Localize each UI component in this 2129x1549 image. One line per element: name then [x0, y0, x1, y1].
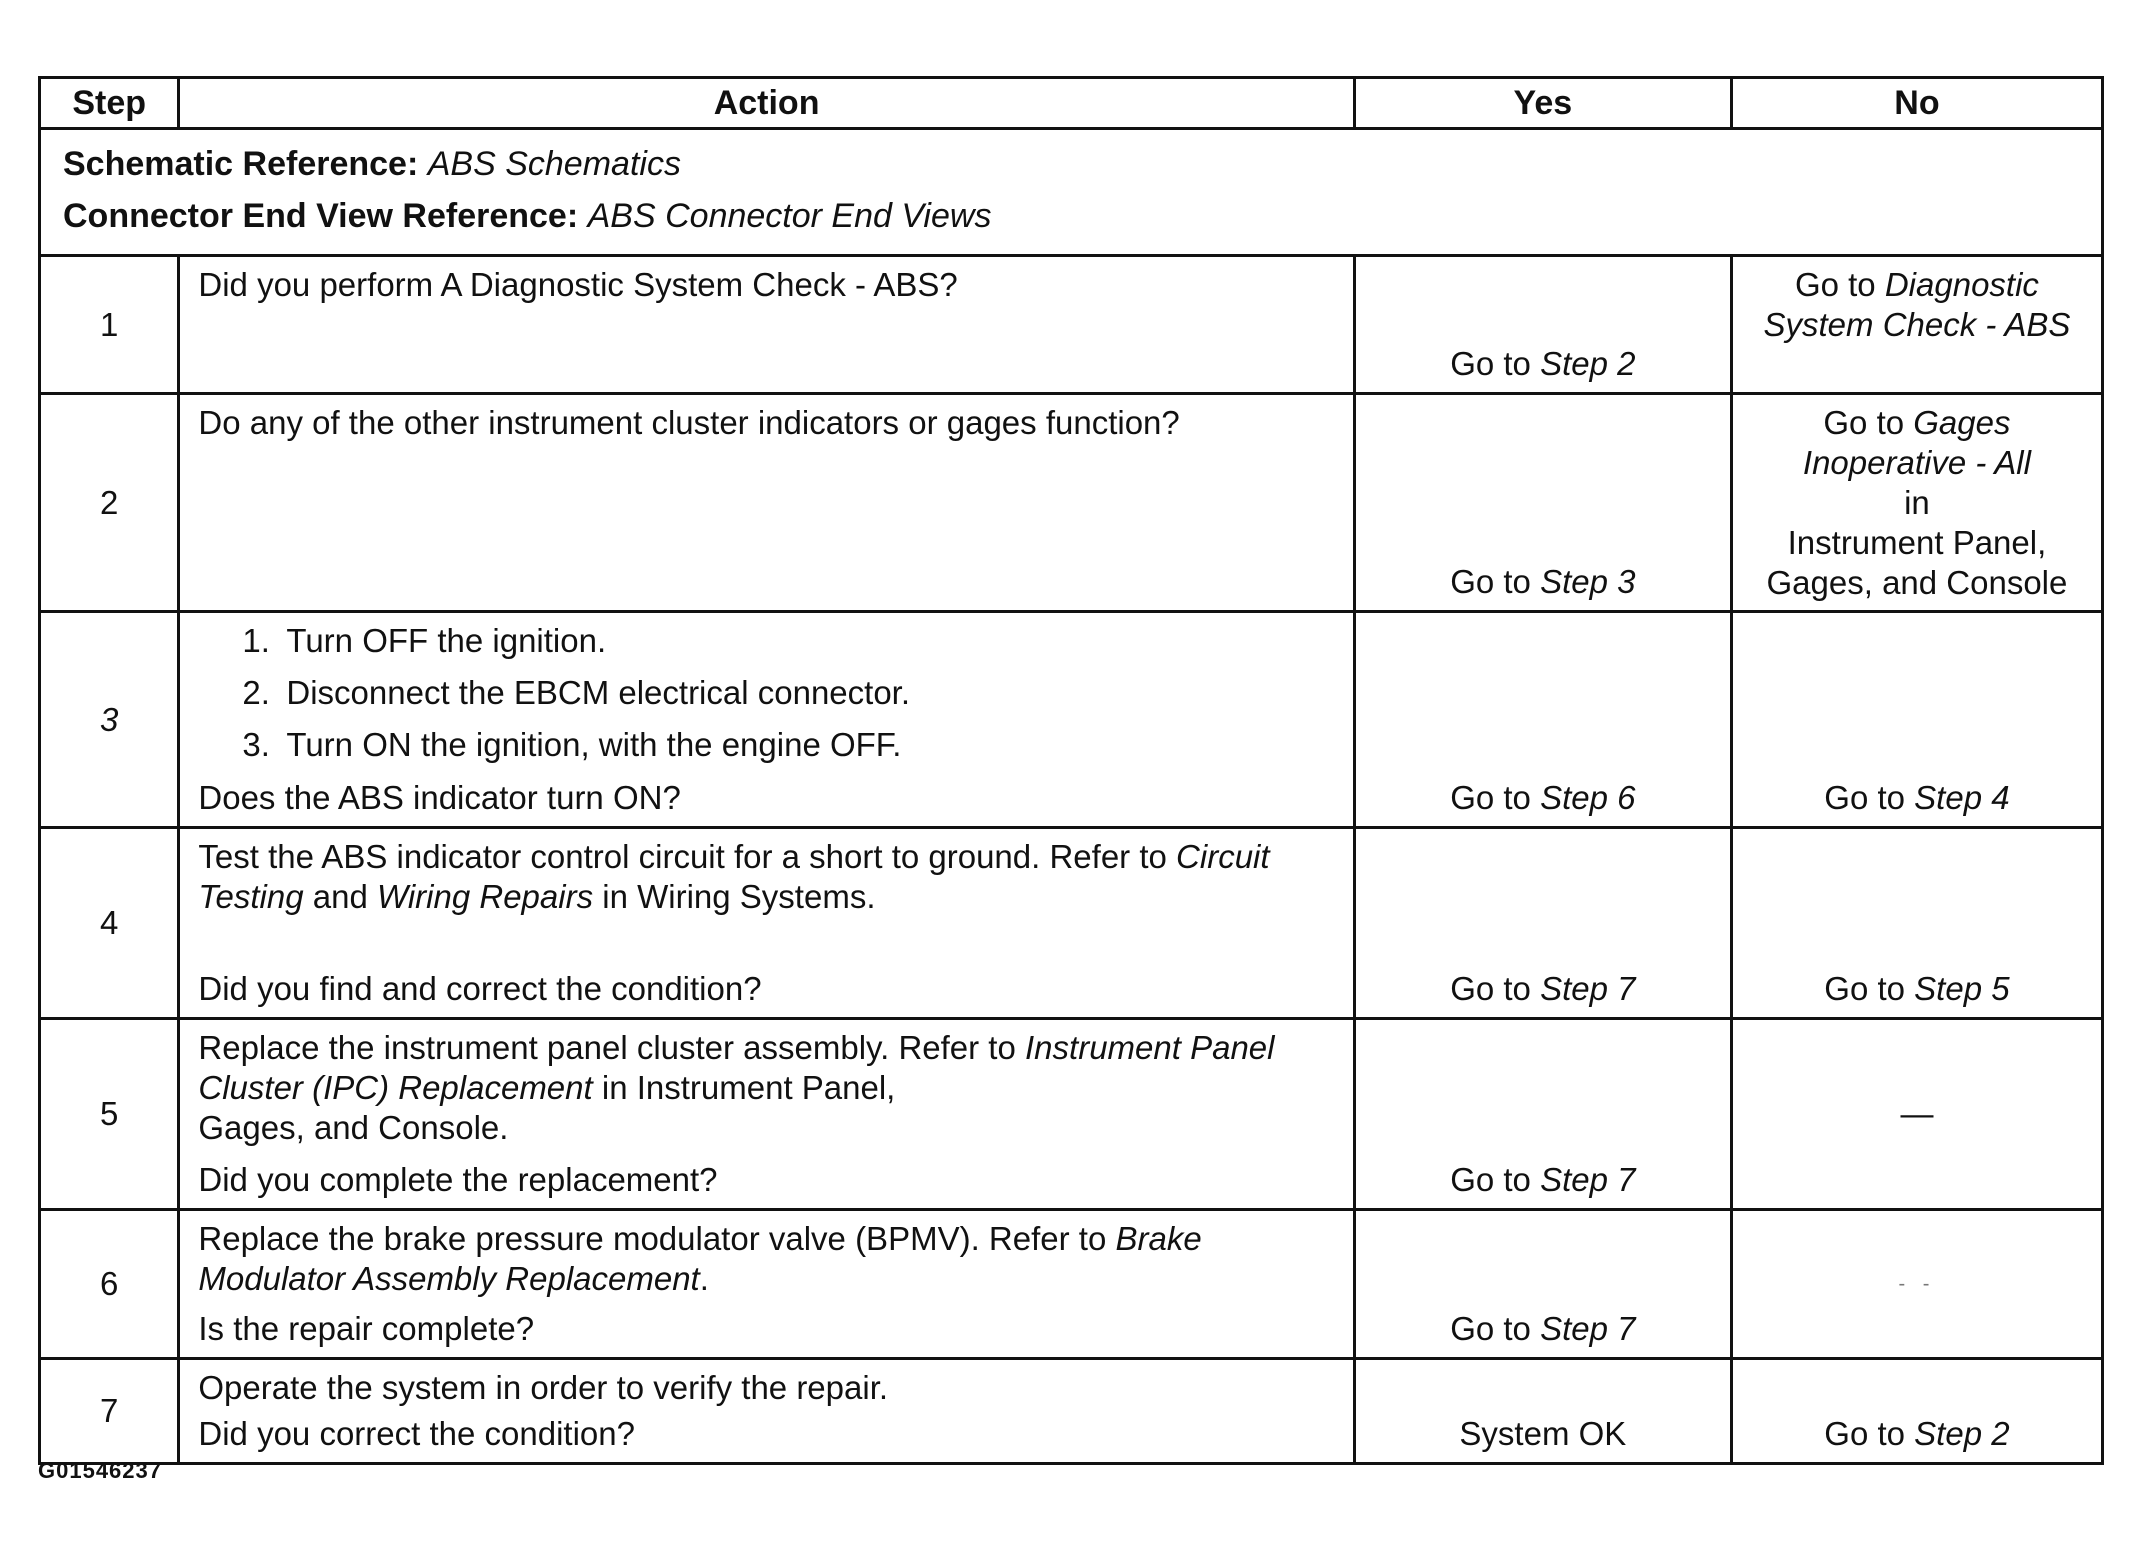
- no-text: in: [1904, 484, 1930, 521]
- action-text: Operate the system in order to verify the repair.: [198, 1369, 889, 1406]
- yes-prefix: Go to: [1450, 345, 1531, 382]
- action-text-part: .: [699, 1260, 709, 1297]
- reference-cell: [40, 129, 2103, 256]
- yes-cell: [1354, 394, 1731, 612]
- yes-step-link[interactable]: Step 2: [1540, 345, 1636, 382]
- action-text-part: Test the ABS indicator control circuit for a short to ground. Refer to: [198, 838, 1167, 875]
- yes-step-link[interactable]: Step 7: [1540, 1310, 1636, 1347]
- list-item: [242, 673, 1334, 713]
- bpmv-replacement-link[interactable]: Brake: [1115, 1220, 1202, 1257]
- yes-system-ok: System OK: [1459, 1415, 1627, 1452]
- list-item: [242, 725, 1334, 765]
- action-text: Did you perform A Diagnostic System Check - ABS?: [198, 266, 958, 303]
- list-number: 3.: [242, 726, 270, 763]
- table-row: [40, 1210, 2103, 1359]
- action-cell: [179, 828, 1354, 1019]
- circuit-testing-link[interactable]: Circuit Testing: [198, 838, 1270, 915]
- list-text: Disconnect the EBCM electrical connector.: [286, 674, 911, 711]
- no-not-applicable: - -: [1898, 1273, 1936, 1295]
- no-step-link[interactable]: Step 5: [1914, 970, 2010, 1007]
- list-number: 1.: [242, 622, 270, 659]
- connector-reference: [63, 190, 2079, 242]
- step-number: 7: [40, 1359, 179, 1464]
- table-row: [40, 1359, 2103, 1464]
- action-cell: [179, 256, 1354, 394]
- header-action: Action: [179, 78, 1354, 129]
- table-row: [40, 1019, 2103, 1210]
- yes-step-link[interactable]: Step 7: [1540, 970, 1636, 1007]
- yes-prefix: Go to: [1450, 563, 1531, 600]
- no-cell: [1731, 612, 2102, 828]
- yes-prefix: Go to: [1450, 779, 1531, 816]
- yes-cell: [1354, 828, 1731, 1019]
- question-text: Did you correct the condition?: [198, 1415, 635, 1452]
- ipc-replacement-link[interactable]: Instrument: [1025, 1029, 1181, 1066]
- bpmv-replacement-link-continued[interactable]: Modulator Assembly Replacement: [198, 1260, 700, 1297]
- connector-reference-link[interactable]: ABS Connector End Views: [587, 197, 992, 235]
- step-number: 6: [40, 1210, 179, 1359]
- no-link[interactable]: Gages: [1913, 404, 2011, 441]
- header-yes: Yes: [1354, 78, 1731, 129]
- action-cell: [179, 1359, 1354, 1464]
- no-prefix: Go to: [1824, 1415, 1905, 1452]
- no-cell: [1731, 1210, 2102, 1359]
- step-number: 3: [40, 612, 179, 828]
- no-cell: [1731, 828, 2102, 1019]
- action-cell: [179, 1019, 1354, 1210]
- step-number: 4: [40, 828, 179, 1019]
- no-prefix: Go to: [1794, 266, 1876, 303]
- wiring-repairs-link[interactable]: Wiring Repairs: [376, 878, 594, 915]
- action-text-part: and: [312, 878, 368, 915]
- no-text: Instrument Panel,: [1787, 524, 2047, 561]
- yes-cell: [1354, 1359, 1731, 1464]
- question-text: Is the repair complete?: [198, 1310, 535, 1347]
- no-prefix: Go to: [1823, 404, 1905, 441]
- no-cell: [1731, 1359, 2102, 1464]
- procedure-list: [198, 621, 1334, 765]
- action-cell: [179, 1210, 1354, 1359]
- connector-reference-label: Connector End View Reference:: [63, 197, 579, 235]
- yes-prefix: Go to: [1450, 970, 1531, 1007]
- question-text: Did you find and correct the condition?: [198, 970, 762, 1007]
- table-row: [40, 828, 2103, 1019]
- no-cell: [1731, 1019, 2102, 1210]
- no-cell: [1731, 256, 2102, 394]
- table-row: [40, 612, 2103, 828]
- yes-prefix: Go to: [1450, 1310, 1531, 1347]
- yes-cell: [1354, 256, 1731, 394]
- yes-cell: [1354, 1019, 1731, 1210]
- action-text: Do any of the other instrument cluster indicators or gages function?: [198, 404, 1180, 441]
- no-not-applicable: —: [1900, 1095, 1934, 1132]
- header-step: Step: [40, 78, 179, 129]
- yes-step-link[interactable]: Step 6: [1540, 779, 1636, 816]
- no-prefix: Go to: [1824, 970, 1905, 1007]
- action-cell: [179, 394, 1354, 612]
- no-step-link[interactable]: Step 4: [1914, 779, 2010, 816]
- reference-row: [40, 129, 2103, 256]
- no-cell: [1731, 394, 2102, 612]
- no-link-continued[interactable]: Inoperative - All: [1802, 444, 2031, 481]
- list-text: Turn ON the ignition, with the engine OFF.: [286, 726, 902, 763]
- action-cell: [179, 612, 1354, 828]
- action-text-part: in Instrument Panel,: [601, 1069, 896, 1106]
- no-link[interactable]: Diagnostic: [1884, 266, 2039, 303]
- schematic-reference-link[interactable]: ABS Schematics: [427, 145, 681, 183]
- no-link-continued[interactable]: System Check - ABS: [1763, 306, 2071, 343]
- table-header-row: [40, 78, 2103, 129]
- diagnostic-table-sheet: [38, 76, 2104, 1465]
- list-number: 2.: [242, 674, 270, 711]
- step-number: 1: [40, 256, 179, 394]
- table-row: [40, 394, 2103, 612]
- list-item: [242, 621, 1334, 661]
- yes-step-link[interactable]: Step 3: [1540, 563, 1636, 600]
- no-step-link[interactable]: Step 2: [1914, 1415, 2010, 1452]
- yes-prefix: Go to: [1450, 1161, 1531, 1198]
- step-number: 2: [40, 394, 179, 612]
- action-text-part: in Wiring Systems.: [602, 878, 876, 915]
- list-text: Turn OFF the ignition.: [286, 622, 607, 659]
- table-row: [40, 256, 2103, 394]
- step-number: 5: [40, 1019, 179, 1210]
- header-no: No: [1731, 78, 2102, 129]
- diagnostic-table: [38, 76, 2104, 1465]
- action-text: [198, 1028, 1334, 1148]
- action-text-part: Replace the brake pressure modulator valve (BPMV). Refer to: [198, 1220, 1107, 1257]
- yes-step-link[interactable]: Step 7: [1540, 1161, 1636, 1198]
- question-text: Does the ABS indicator turn ON?: [198, 779, 681, 816]
- action-text: [198, 837, 1334, 917]
- no-prefix: Go to: [1824, 779, 1905, 816]
- action-text: [198, 1219, 1334, 1299]
- ipc-replacement-link-continued[interactable]: Panel Cluster (IPC) Replacement: [198, 1029, 1275, 1106]
- action-text-part: Gages, and Console.: [198, 1109, 509, 1146]
- yes-cell: [1354, 612, 1731, 828]
- action-text-part: Replace the instrument panel cluster assembly. Refer to: [198, 1029, 1016, 1066]
- question-text: Did you complete the replacement?: [198, 1161, 718, 1198]
- figure-id: G01546237: [38, 1458, 162, 1483]
- schematic-reference-label: Schematic Reference:: [63, 145, 419, 183]
- schematic-reference: [63, 138, 2079, 190]
- yes-cell: [1354, 1210, 1731, 1359]
- no-text: Gages, and Console: [1766, 564, 2068, 601]
